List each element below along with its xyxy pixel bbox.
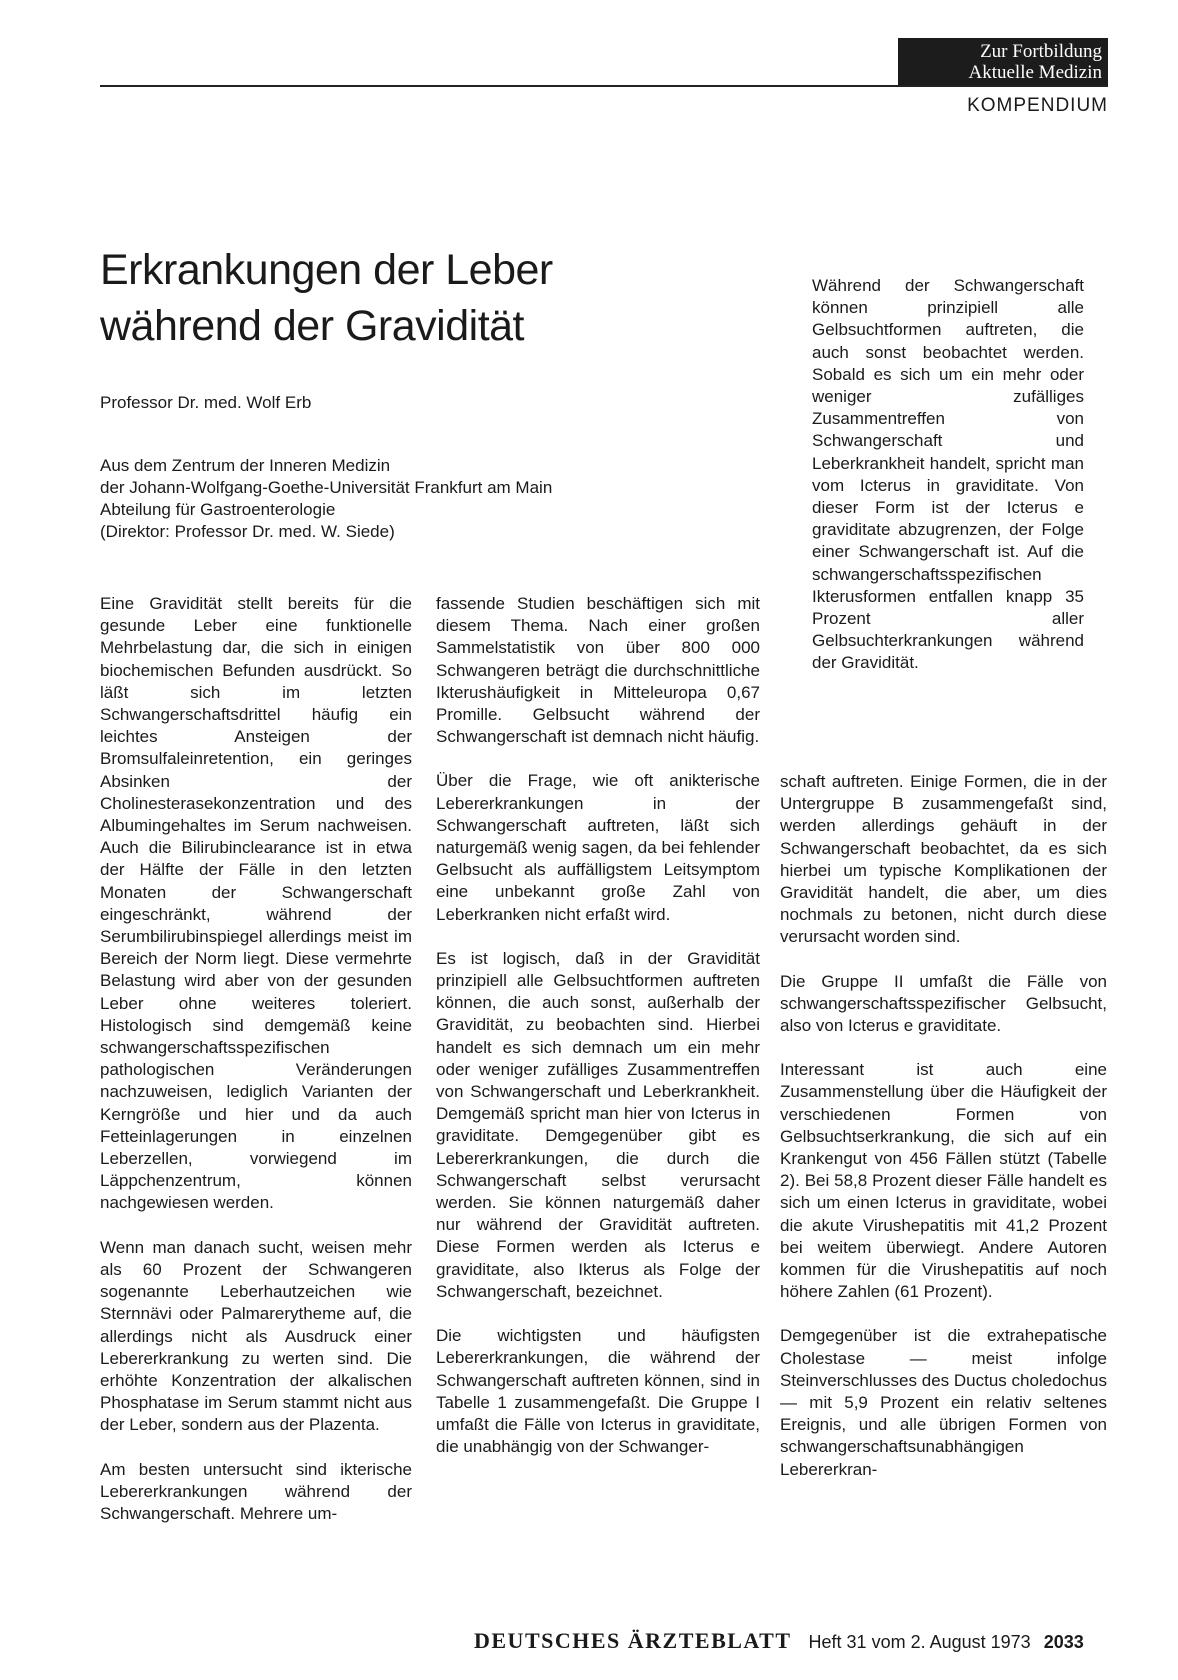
affiliation-line: der Johann-Wolfgang-Goethe-Universität Frankfurt am Main — [100, 478, 553, 497]
paragraph: Die Gruppe II umfaßt die Fälle von schwangerschaftsspezifischer Gelbsucht, also von Icterus e graviditate. — [780, 971, 1107, 1036]
affiliation-line: Abteilung für Gastroenterologie — [100, 500, 336, 519]
abstract — [812, 275, 1084, 697]
author: Professor Dr. med. Wolf Erb — [100, 393, 312, 412]
paragraph: Interessant ist auch eine Zusammenstellung über die Häufigkeit der verschiedenen Formen von Gelbsuchtserkrankung, die sich auf ein Krankengut von 456 Fällen stützt (Tabelle 2). Bei 58,8 Prozent dieser Fälle handelt es sich um einen Icterus in graviditate, wobei die akute Virushepatitis mit 41,2 Prozent bei weitem überwiegt. Andere Autoren kommen für die Virushepatitis auf noch höhere Zahlen (61 Prozent). — [780, 1060, 1107, 1302]
article-title: Erkrankungen der Leber während der Gravidität — [100, 246, 553, 350]
rubric-line-1: Zur Fortbildung — [980, 41, 1102, 62]
page-footer — [474, 1628, 1084, 1654]
paragraph: Die wichtigsten und häufigsten Lebererkrankungen, die während der Schwangerschaft auftreten können, sind in Tabelle 1 zusammengefaßt. Die Gruppe I umfaßt die Fälle von Icterus in graviditate, die unabhängig von der Schwanger- — [436, 1326, 760, 1457]
journal-name: DEUTSCHES ÄRZTEBLATT — [474, 1628, 792, 1653]
body-column-2 — [436, 593, 760, 1480]
paragraph: Es ist logisch, daß in der Gravidität prinzipiell alle Gelbsuchtformen auftreten können, die auch sonst, außerhalb der Gravidität, zu beobachten sind. Hierbei handelt es sich demnach um ein mehr oder weniger zufälliges Zusammentreffen von Schwangerschaft und Leberkrankheit. Demgemäß spricht man hier von Icterus in graviditate. Demgegenüber gibt es Lebererkrankungen, die durch die Schwangerschaft selbst verursacht werden. Sie können naturgemäß daher nur während der Gravidität auftreten. Diese Formen werden als Icterus e graviditate, also Ikterus als Folge der Schwangerschaft, bezeichnet. — [436, 948, 760, 1301]
affiliation — [100, 455, 552, 543]
paragraph: Demgegenüber ist die extrahepatische Cholestase — meist infolge Steinverschlusses des Ductus choledochus — mit 5,9 Prozent ein relativ seltenes Ereignis, und alle übrigen Formen von schwangerschaftsunabhängigen Lebererkran- — [780, 1326, 1107, 1479]
affiliation-line: (Direktor: Professor Dr. med. W. Siede) — [100, 522, 395, 541]
paragraph: Über die Frage, wie oft anikterische Lebererkrankungen in der Schwangerschaft auftreten, läßt sich naturgemäß wenig sagen, da bei fehlender Gelbsucht als auffälligstem Leitsymptom eine unbekannt große Zahl von Leberkranken nicht erfaßt wird. — [436, 771, 760, 924]
header-rule — [100, 85, 1108, 87]
body-column-3 — [780, 771, 1107, 1503]
affiliation-line: Aus dem Zentrum der Inneren Medizin — [100, 456, 391, 475]
issue-info: Heft 31 vom 2. August 1973 — [808, 1632, 1031, 1652]
page-number: 2033 — [1043, 1632, 1084, 1652]
body-column-1 — [100, 593, 412, 1547]
paragraph: schaft auftreten. Einige Formen, die in der Untergruppe B zusammengefaßt sind, werden allerdings gehäuft in der Schwangerschaft beobachtet, da es sich hierbei um typische Komplikationen der Gravidität handelt, die aber, um dies nochmals zu betonen, nicht durch diese verursacht worden sind. — [780, 772, 1107, 947]
paragraph: Wenn man danach sucht, weisen mehr als 60 Prozent der Schwangeren sogenannte Leberhautzeichen wie Sternnävi oder Palmarerytheme auf, die allerdings nicht als Ausdruck einer Lebererkrankung zu werten sind. Die erhöhte Konzentration der alkalischen Phosphatase im Serum stammt nicht aus der Leber, sondern aus der Plazenta. — [100, 1237, 412, 1435]
rubric-line-2: Aktuelle Medizin — [968, 62, 1102, 83]
paragraph: Am besten untersucht sind ikterische Lebererkrankungen während der Schwangerschaft. Mehrere um- — [100, 1459, 412, 1523]
abstract-text: Während der Schwangerschaft können prinzipiell alle Gelbsuchtformen auftreten, die auch sonst beobachtet werden. Sobald es sich um ein mehr oder weniger zufälliges Zusammentreffen von Schwangerschaft und Leberkrankheit handelt, spricht man vom Icterus in graviditate. Von dieser Form ist der Icterus e graviditate abzugrenzen, der Folge einer Schwangerschaft ist. Auf die schwangerschaftsspezifischen Ikterusformen entfallen knapp 35 Prozent aller Gelbsuchterkrankungen während der Gravidität. — [812, 276, 1084, 673]
rubric-badge — [898, 38, 1108, 86]
section-label: KOMPENDIUM — [967, 95, 1108, 116]
paragraph: Eine Gravidität stellt bereits für die gesunde Leber eine funktionelle Mehrbelastung dar, die sich in einigen biochemischen Befunden ausdrückt. So läßt sich im letzten Schwangerschaftsdrittel häufig ein leichtes Ansteigen der Bromsulfaleinretention, ein geringes Absinken der Cholinesterasekonzentration und des Albumingehaltes im Serum nachweisen. Auch die Bilirubinclearance ist in etwa der Hälfte der Fälle in den letzten Monaten der Schwangerschaft eingeschränkt, während der Serumbilirubinspiegel allerdings meist im Bereich der Norm liegt. Diese vermehrte Belastung wird aber von der gesunden Leber ohne weiteres toleriert. Histologisch sind demgemäß keine schwangerschaftsspezifischen pathologischen Veränderungen nachzuweisen, lediglich Varianten der Kerngröße und hier und da auch Fetteinlagerungen in einzelnen Leberzellen, vorwiegend im Läppchenzentrum, können nachgewiesen werden. — [100, 594, 412, 1213]
paragraph: fassende Studien beschäftigen sich mit diesem Thema. Nach einer großen Sammelstatistik von über 800 000 Schwangeren beträgt die durchschnittliche Ikterushäufigkeit in Mitteleuropa 0,67 Promille. Gelbsucht während der Schwangerschaft ist demnach nicht häufig. — [436, 594, 760, 747]
